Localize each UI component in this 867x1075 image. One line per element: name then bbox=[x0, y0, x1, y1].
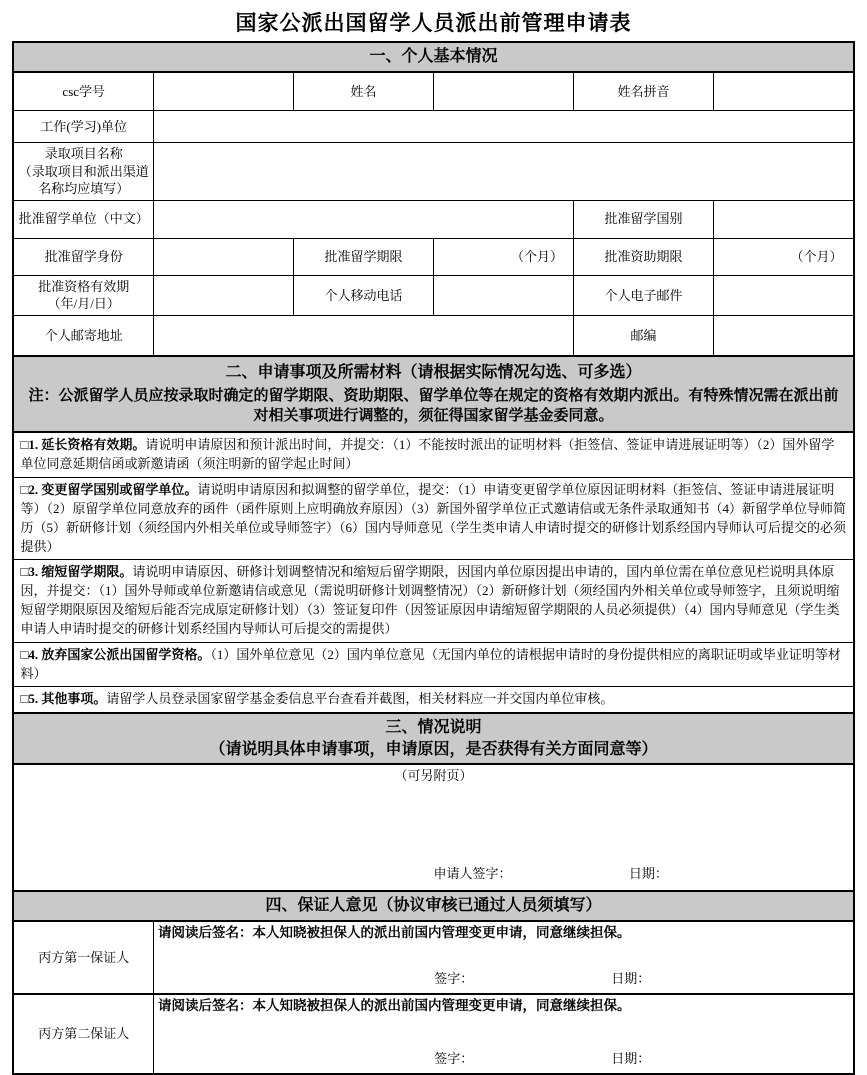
approved-country-label: 批准留学国别 bbox=[573, 200, 713, 238]
attach-page-note: （可另附页） bbox=[394, 768, 473, 784]
form-title: 国家公派出国留学人员派出前管理申请表 bbox=[235, 11, 632, 35]
section-4-header: 四、保证人意见（协议审核已通过人员须填写） bbox=[13, 891, 853, 921]
application-item-4 bbox=[13, 642, 853, 687]
mobile-phone-field[interactable] bbox=[433, 275, 573, 315]
project-name-label bbox=[13, 143, 153, 201]
item-1-title: 1. 延长资格有效期。 bbox=[28, 437, 146, 453]
guarantor-1-signature-label: 签字： bbox=[434, 970, 474, 986]
guarantor-1-field[interactable] bbox=[153, 921, 853, 994]
email-label: 个人电子邮件 bbox=[573, 275, 713, 315]
work-unit-label: 工作(学习)单位 bbox=[13, 111, 153, 143]
section-2-title: 二、申请事项及所需材料（请根据实际情况勾选、可多选） bbox=[225, 364, 642, 382]
guarantor-2-field[interactable] bbox=[153, 994, 853, 1074]
item-3-title: 3. 缩短留学期限。 bbox=[28, 564, 133, 580]
item-5-body: 请留学人员登录国家留学基金委信息平台查看并截图，相关材料应一并交国内单位审核。 bbox=[106, 691, 614, 707]
validity-field[interactable] bbox=[153, 275, 293, 315]
section-2-note: 注：公派留学人员应按录取时确定的留学期限、资助期限、留学单位等在规定的资格有效期内派出。有特殊情况需在派出前对相关事项进行调整的，须征得国家留学基金委同意。 bbox=[28, 387, 839, 425]
approved-duration-field[interactable]: （个月） bbox=[433, 238, 573, 275]
validity-label-line1: 批准资格有效期 bbox=[38, 278, 130, 294]
item-5-title: 5. 其他事项。 bbox=[28, 691, 107, 707]
project-name-label-line2: （录取项目和派出渠道名称均应填写） bbox=[18, 163, 149, 197]
approved-unit-field[interactable] bbox=[153, 200, 573, 238]
name-label: 姓名 bbox=[293, 72, 433, 111]
section-2-header bbox=[13, 356, 853, 432]
zip-code-field[interactable] bbox=[713, 315, 853, 356]
name-field[interactable] bbox=[433, 72, 573, 111]
guarantor-2-date-label: 日期： bbox=[611, 1050, 651, 1066]
guarantor-1-date-label: 日期： bbox=[611, 970, 651, 986]
checkbox-icon[interactable]: □ bbox=[20, 646, 29, 662]
mail-address-label: 个人邮寄地址 bbox=[13, 315, 153, 356]
situation-explanation-field[interactable] bbox=[13, 764, 853, 891]
application-form-table bbox=[12, 41, 854, 1075]
item-4-body: （1）国外单位意见（2）国内单位意见（无国内单位的请根据申请时的身份提供相应的离职证明或毕业证明等材料） bbox=[20, 646, 841, 681]
funding-duration-label: 批准资助期限 bbox=[573, 238, 713, 275]
approved-identity-label: 批准留学身份 bbox=[13, 238, 153, 275]
project-name-field[interactable] bbox=[153, 143, 853, 201]
application-item-1 bbox=[13, 432, 853, 477]
mobile-phone-label: 个人移动电话 bbox=[293, 275, 433, 315]
section-3-header bbox=[13, 713, 853, 764]
section-3-subtitle: （请说明具体申请事项，申请原因，是否获得有关方面同意等） bbox=[209, 740, 658, 758]
validity-label-line2: （年/月/日） bbox=[47, 296, 120, 312]
csc-number-field[interactable] bbox=[153, 72, 293, 111]
project-name-label-line1: 录取项目名称 bbox=[44, 146, 123, 162]
section-3-title: 三、情况说明 bbox=[385, 719, 482, 737]
applicant-signature-label: 申请人签字： bbox=[433, 865, 512, 881]
checkbox-icon[interactable]: □ bbox=[20, 564, 29, 580]
guarantor-2-statement: 请阅读后签名：本人知晓被担保人的派出前国内管理变更申请，同意继续担保。 bbox=[157, 998, 631, 1014]
guarantor-1-statement: 请阅读后签名：本人知晓被担保人的派出前国内管理变更申请，同意继续担保。 bbox=[157, 925, 631, 941]
item-2-title: 2. 变更留学国别或留学单位。 bbox=[28, 482, 198, 498]
funding-duration-field[interactable]: （个月） bbox=[713, 238, 853, 275]
guarantor-2-signature-label: 签字： bbox=[434, 1050, 474, 1066]
section-1-header: 一、个人基本情况 bbox=[13, 42, 853, 72]
pinyin-label: 姓名拼音 bbox=[573, 72, 713, 111]
guarantor-1-label: 丙方第一保证人 bbox=[13, 921, 153, 994]
work-unit-field[interactable] bbox=[153, 111, 853, 143]
item-2-body: 请说明申请原因和拟调整的留学单位，提交：（1）申请变更留学单位原因证明材料（拒签信、签证申请进展证明等）（2）原留学单位同意放弃的函件（函件原则上应明确放弃原因）（3）新国外留学单位正式邀请信或无条件录取通知书（4）新留学单位导师简历（5）新研修计划（须经国内外相关单位或导师签字）（6）国内导师意见（学生类申请人申请时提交的研修计划系经国内导师认可后提交的必须提供） bbox=[20, 482, 846, 554]
guarantor-2-label: 丙方第二保证人 bbox=[13, 994, 153, 1074]
application-item-2 bbox=[13, 478, 853, 560]
csc-number-label: csc学号 bbox=[13, 72, 153, 111]
application-item-3 bbox=[13, 560, 853, 642]
approved-identity-field[interactable] bbox=[153, 238, 293, 275]
item-1-body: 请说明申请原因和预计派出时间，并提交：（1）不能按时派出的证明材料（拒签信、签证申请进展证明等）（2）国外留学单位同意延期信函或新邀请函（须注明新的留学起止时间） bbox=[20, 437, 835, 472]
applicant-date-label: 日期： bbox=[628, 865, 668, 881]
mail-address-field[interactable] bbox=[153, 315, 573, 356]
checkbox-icon[interactable]: □ bbox=[20, 482, 29, 498]
zip-code-label: 邮编 bbox=[573, 315, 713, 356]
approved-country-field[interactable] bbox=[713, 200, 853, 238]
item-3-body: 请说明申请原因、研修计划调整情况和缩短后留学期限，因国内单位原因提出申请的，国内单位需在单位意见栏说明具体原因，并提交：（1）国外导师或单位新邀请信或意见（需说明研修计划调整情况）（2）新研修计划（须经国内外相关单位或导师签字，且须说明缩短留学期限原因及缩短后能否完成原定研修计划）（3）签证复印件（因签证原因申请缩短留学期限的人员必须提供）（4）国内导师意见（学生类申请人申请时提交的研修计划系经国内导师认可后提交的需提供） bbox=[20, 564, 840, 636]
checkbox-icon[interactable]: □ bbox=[20, 691, 29, 707]
approved-duration-label: 批准留学期限 bbox=[293, 238, 433, 275]
email-field[interactable] bbox=[713, 275, 853, 315]
pinyin-field[interactable] bbox=[713, 72, 853, 111]
validity-label bbox=[13, 275, 153, 315]
approved-unit-label: 批准留学单位（中文） bbox=[13, 200, 153, 238]
item-4-title: 4. 放弃国家公派出国留学资格。 bbox=[28, 646, 211, 662]
application-item-5 bbox=[13, 687, 853, 713]
checkbox-icon[interactable]: □ bbox=[20, 437, 29, 453]
